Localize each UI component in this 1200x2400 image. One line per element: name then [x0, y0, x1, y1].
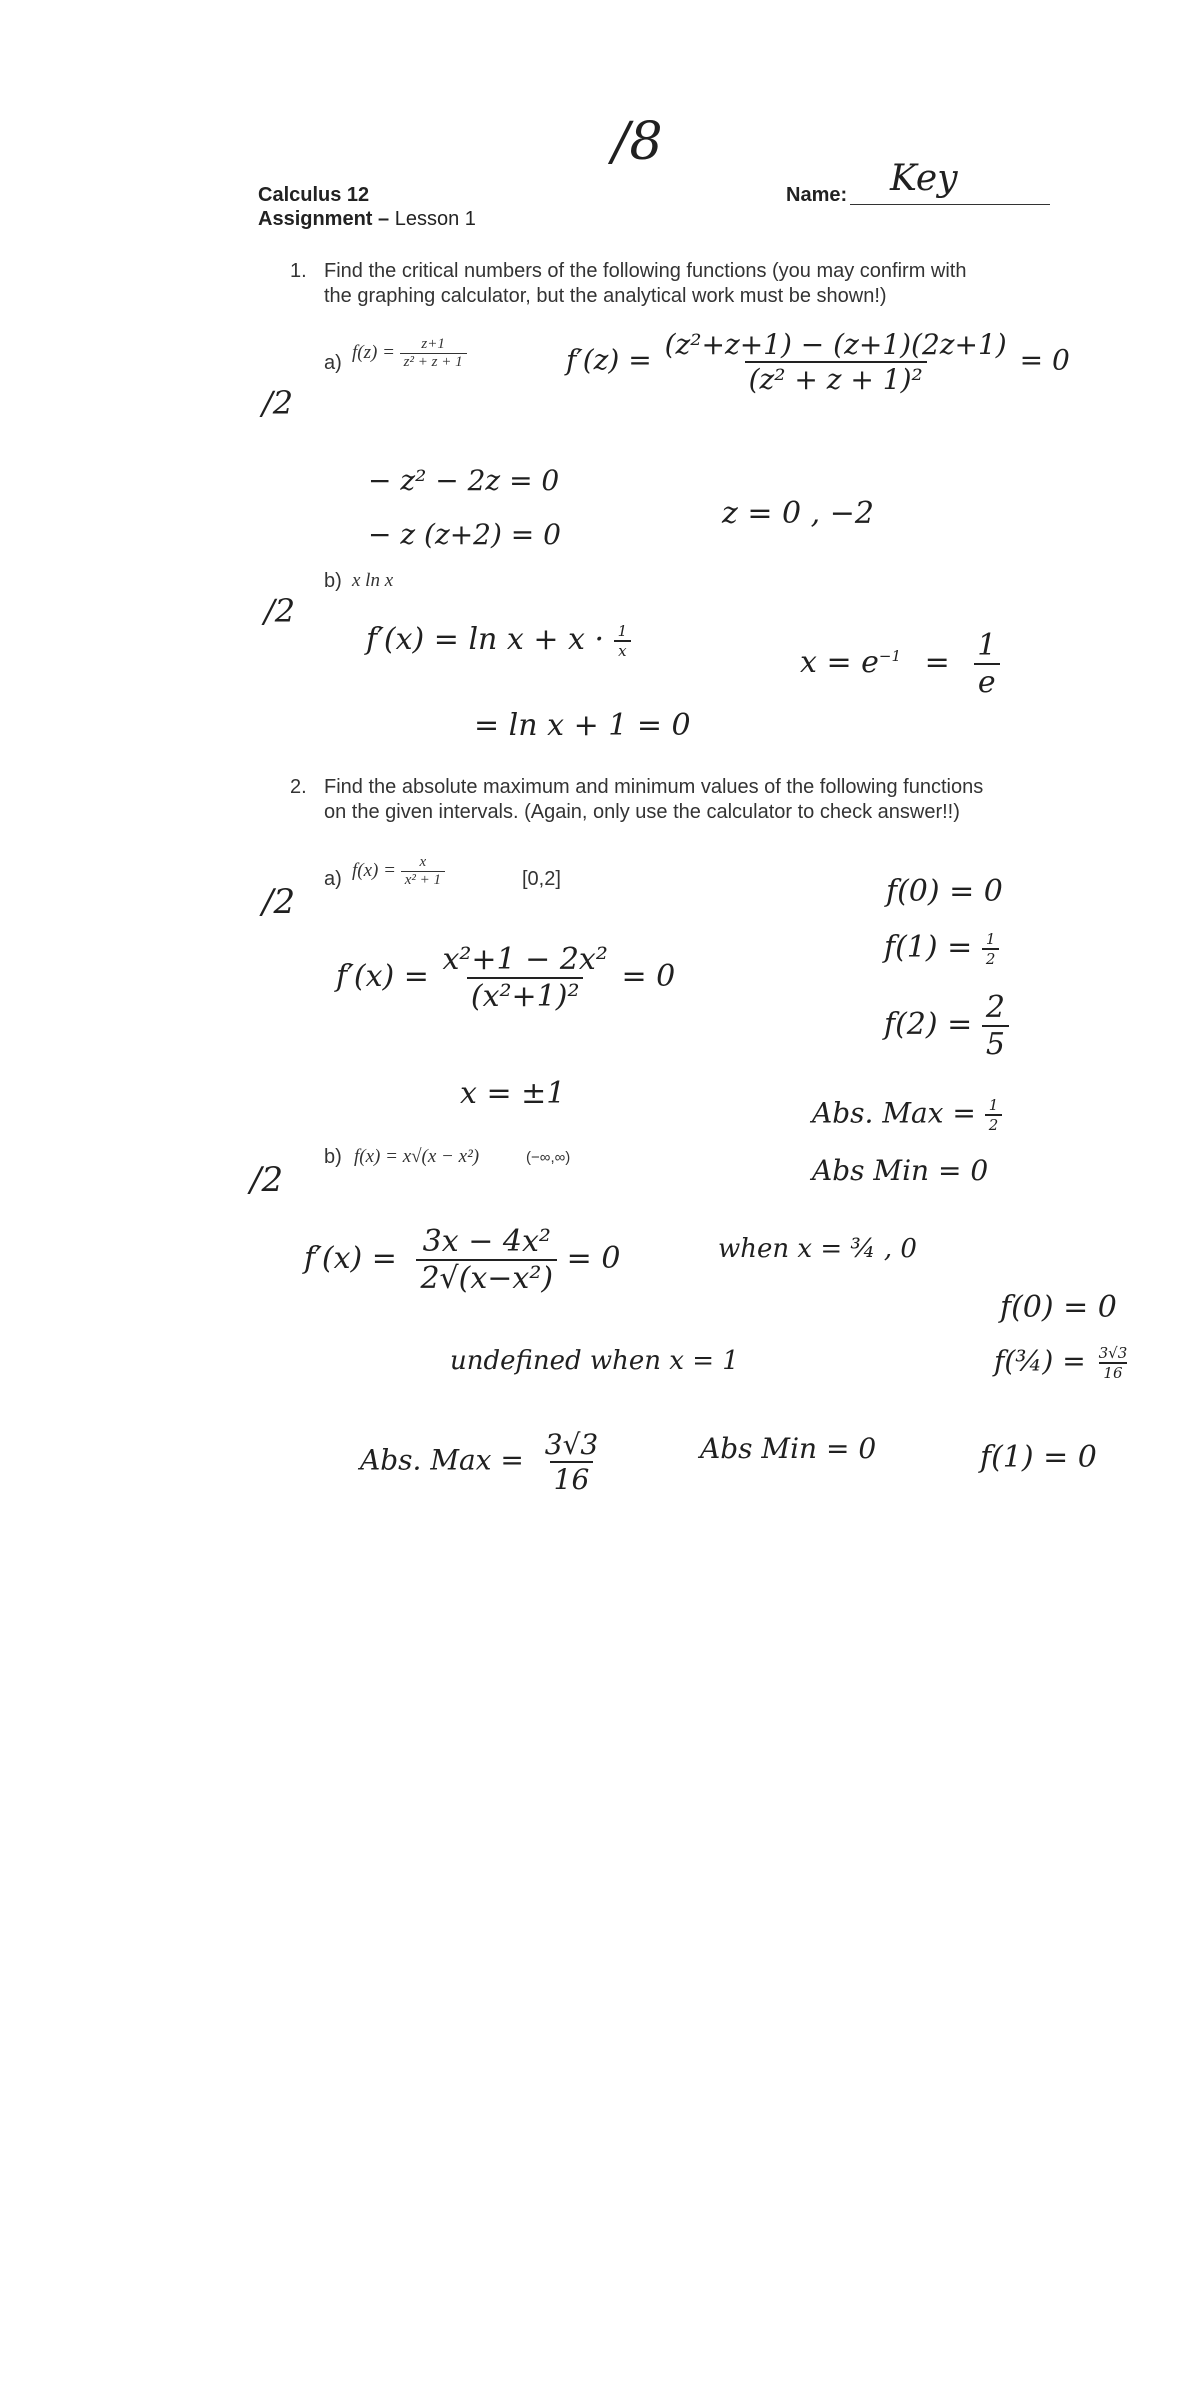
q1a-function-lhs: f(z) =: [352, 341, 395, 363]
q2a-interval: [0,2]: [522, 868, 561, 890]
q2b-derivative-eq: = 0: [566, 1241, 621, 1276]
q1a-derivative-fraction: [661, 328, 1011, 396]
q2b-when-zero: when x = ¾ , 0: [718, 1234, 917, 1264]
q2b-f34-lhs: f(¾) =: [994, 1344, 1086, 1378]
q2a-abs-max: [812, 1096, 1002, 1134]
q2b-abs-max-lhs: Abs. Max =: [360, 1443, 524, 1477]
q2b-derivative-lhs: f′(x) =: [304, 1241, 397, 1276]
q1a-answer: z = 0 , −2: [722, 496, 874, 531]
q2b-label: b): [324, 1146, 342, 1168]
q2a-function-den: x² + 1: [401, 871, 445, 889]
q1a-function-fraction: [400, 336, 467, 371]
q2a-f2-den: 5: [982, 1025, 1009, 1062]
q2a-derivative: [336, 942, 675, 1014]
q1b-work: = ln x + 1 = 0: [474, 708, 691, 743]
q1a-derivative-den: (z² + z + 1)²: [745, 361, 927, 396]
q2a-f0: f(0) = 0: [886, 874, 1003, 909]
q2b-derivative-fraction: [416, 1224, 557, 1296]
q2a-score: /2: [262, 882, 296, 922]
q2b-f34-den: 16: [1099, 1362, 1126, 1382]
q1a-derivative-eq: = 0: [1019, 343, 1070, 377]
q2a-critical: x = ±1: [460, 1076, 566, 1111]
q1b-derivative-fraction: [614, 622, 632, 660]
q2a-f1-num: 1: [985, 930, 996, 948]
q2b-f34-num: 3√3: [1098, 1344, 1128, 1362]
q1b-derivative: [366, 622, 631, 660]
q2a-abs-min: Abs Min = 0: [812, 1154, 989, 1187]
q2b-f1: f(1) = 0: [980, 1440, 1097, 1475]
q2a-f1-fraction: [982, 930, 1000, 968]
q2a-label: a): [324, 868, 342, 890]
q2a-abs-max-den: 2: [985, 1114, 1003, 1134]
q1a-derivative-lhs: f′(z) =: [566, 343, 652, 377]
q2a-function: [352, 854, 445, 889]
q1b-answer: [800, 628, 1000, 700]
q2b-score: /2: [250, 1160, 284, 1200]
q2b-abs-max-fraction: [541, 1428, 602, 1496]
q1a-work-line2: − z (z+2) = 0: [368, 518, 561, 551]
q2b-abs-max: [360, 1428, 602, 1496]
q2-number: 2.: [290, 776, 307, 798]
q2b-undefined: undefined when x = 1: [450, 1346, 739, 1376]
q2a-function-fraction: [401, 854, 445, 889]
q1b-function: x ln x: [352, 570, 394, 591]
q2b-derivative: [304, 1224, 620, 1296]
q2a-f2-num: 2: [985, 990, 1005, 1025]
q2b-derivative-den: 2√(x−x²): [416, 1259, 557, 1296]
q2b-abs-max-num: 3√3: [544, 1428, 599, 1461]
q2b-f34-fraction: [1095, 1344, 1132, 1382]
q2a-derivative-num: x²+1 − 2x²: [442, 942, 608, 977]
q2a-function-num: x: [419, 854, 427, 870]
q1-number: 1.: [290, 260, 307, 282]
q1b-answer-num: 1: [977, 628, 997, 663]
name-label: Name:: [786, 184, 848, 206]
q2a-derivative-fraction: [438, 942, 611, 1014]
q1a-derivative-num: (z²+z+1) − (z+1)(2z+1): [664, 328, 1007, 361]
q2b-derivative-num: 3x − 4x²: [422, 1224, 551, 1259]
q2b-f0: f(0) = 0: [1000, 1290, 1117, 1325]
lesson-label: Lesson 1: [394, 208, 476, 230]
q1a-work-line1: − z² − 2z = 0: [368, 464, 560, 497]
name-underline: [850, 204, 1050, 205]
q2a-f1-lhs: f(1) =: [884, 930, 973, 965]
q2a-f1: [884, 930, 999, 968]
q2a-derivative-den: (x²+1)²: [467, 977, 584, 1014]
q2a-f2-fraction: [982, 990, 1009, 1062]
q2a-derivative-eq: = 0: [621, 959, 676, 994]
q2a-f2-lhs: f(2) =: [884, 1007, 973, 1042]
q1b-answer-den: e: [974, 663, 1000, 700]
q2b-f34: [994, 1344, 1131, 1382]
q2a-abs-max-lhs: Abs. Max =: [812, 1096, 976, 1130]
q1b-answer-eq: =: [924, 645, 950, 680]
name-value: Key: [890, 158, 958, 199]
q2b-function: f(x) = x√(x − x²): [354, 1146, 480, 1167]
q1b-answer-fraction: [973, 628, 1000, 700]
q2a-derivative-lhs: f′(x) =: [336, 959, 429, 994]
q2b-interval: (−∞,∞): [526, 1149, 571, 1166]
q1b-frac-num: 1: [617, 622, 628, 640]
q1a-derivative: [566, 328, 1070, 396]
q1a-function: [352, 336, 467, 371]
q1b-label: b): [324, 570, 342, 592]
q1a-function-den: z² + z + 1: [400, 353, 467, 371]
q2a-function-lhs: f(x) =: [352, 859, 396, 881]
q1b-answer-lhs: x = e: [800, 645, 879, 680]
q2b-abs-max-den: 16: [550, 1461, 594, 1496]
q2-text-line2: on the given intervals. (Again, only use the calculator to check answer!!): [324, 801, 960, 823]
q1a-score: /2: [262, 384, 294, 422]
q2-text-line1: Find the absolute maximum and minimum values of the following functions: [324, 776, 984, 798]
assignment-label: Assignment –: [258, 208, 390, 230]
total-score: /8: [612, 112, 663, 172]
q2b-abs-min: Abs Min = 0: [700, 1432, 877, 1465]
q1b-score: /2: [264, 592, 296, 630]
q1-text-line2: the graphing calculator, but the analytical work must be shown!): [324, 285, 887, 307]
q1b-answer-exp: −1: [878, 647, 902, 665]
q1a-function-num: z+1: [421, 336, 445, 352]
q1a-label: a): [324, 352, 342, 374]
q2a-f1-den: 2: [982, 948, 1000, 968]
q1b-frac-den: x: [614, 640, 630, 660]
q1-text-line1: Find the critical numbers of the following functions (you may confirm with: [324, 260, 967, 282]
course-title: Calculus 12: [258, 184, 370, 206]
q2a-abs-max-fraction: [985, 1096, 1003, 1134]
q1b-derivative-text: f′(x) = ln x + x ·: [366, 622, 605, 657]
assignment-line: [258, 208, 476, 231]
q2a-abs-max-num: 1: [988, 1096, 999, 1114]
q2a-f2: [884, 990, 1009, 1062]
